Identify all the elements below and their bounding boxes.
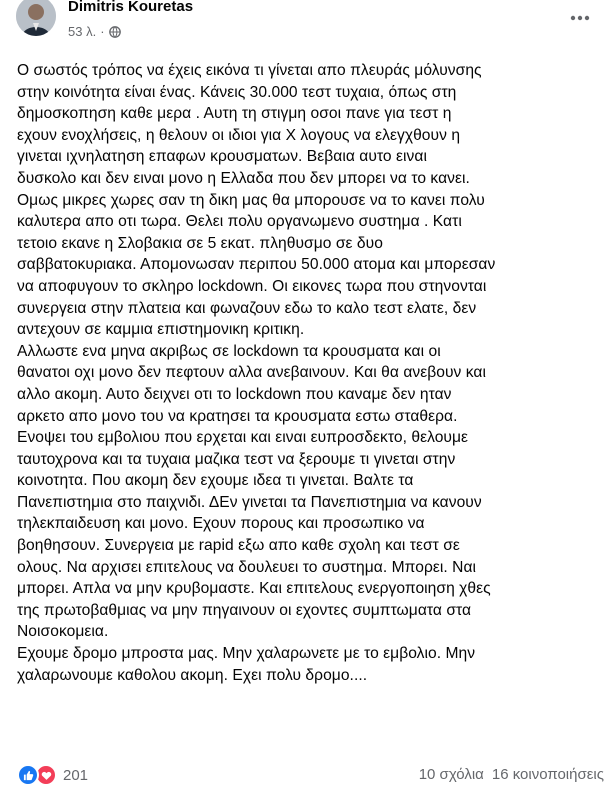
post-line: στην κοινότητα είναι ένας. Κάνεις 30.000 τεστ τυχαια, όπως στη (17, 83, 457, 101)
author-avatar[interactable] (16, 0, 56, 36)
post-footer (0, 766, 615, 798)
post-line: γινεται ιχνηλατηση επαφων κρουσματων. Βεβαια αυτο ειναι (17, 148, 427, 166)
comments-count[interactable]: 10 σχόλια (418, 766, 484, 783)
engagement-counts (419, 766, 604, 783)
author-name[interactable]: Dimitris Kouretas (68, 0, 194, 15)
post-line: εχουν ενοχλήσεις, η θελουν οι ιδιοι για Χ λογους να ελεγχθουν η (17, 126, 461, 144)
reactions-summary[interactable] (17, 764, 88, 786)
post-line: τηλεκπαιδευση και μονο. Εχουν πορους και προσωπικο να (17, 515, 425, 533)
post-line: δημοσκοπηση καθε μερα . Αυτη τη στιγμη οσοι πανε για τεστ η (17, 105, 452, 123)
post-line: μπορει. Απλα να μην κρυβομαστε. Και επιτελους ενεργοποιηση χθες (17, 580, 491, 598)
post-line: Εχουμε δρομο μπροστα μας. Μην χαλαρωνετε με το εμβολιο. Μην (17, 645, 476, 663)
post-line: της πρωτοβαθμιας να μην πηγαινουν οι εχοντες συμπτωματα στα (17, 601, 472, 619)
post-header (0, 0, 615, 48)
post-line: Ομως μικρες χωρες σαν τη δικη μας θα μπορουσε να το κανει πολυ (17, 191, 485, 209)
post-line: Νοισοκομεια. (17, 623, 109, 641)
post-line: αντεχουν σε καμμια επιστημονικη κριτικη. (17, 321, 305, 339)
more-options-icon[interactable] (568, 8, 592, 28)
post-line: βοηθησουν. Συνεργεια με rapid εξω απο καθε σχολη και τεστ σε (17, 537, 460, 555)
post-body (17, 60, 607, 686)
post-line: ολους. Να αρχισει επιτελους να δουλευει το συστημα. Μπορει. Ναι (17, 558, 477, 576)
post-line: συνεργεια στην πλατεια και φωναζουν εδω το καλο τεστ ελατε, δεν (17, 299, 477, 317)
post-line: καλυτερα απο οτι τωρα. Θελει πολυ οργανωμενο συστημα . Κατι (17, 213, 462, 231)
post-line: Ο σωστός τρόπος να έχεις εικόνα τι γίνεται απο πλευράς μόλυνσης (17, 62, 482, 79)
shares-count[interactable]: 16 κοινοποιήσεις (491, 766, 604, 783)
post-line: σαββατοκυριακα. Απομονωσαν περιπου 50.000 ατομα και μπορεσαν (17, 256, 496, 274)
post-line: τετοιο εκανε η Σλοβακια σε 5 εκατ. πληθυσμο σε δυο (17, 234, 383, 252)
reaction-count[interactable]: 201 (63, 766, 89, 784)
post-line: Ενοψει του εμβολιου που ερχεται και ειναι ευπροσδεκτο, θελουμε (17, 429, 469, 447)
post-line: χαλαρωνουμε καθολου ακομη. Εχει πολυ δρομο.... (17, 666, 368, 684)
post-line: ταυτοχρονα και τα τυχαια μαζικα τεστ να ξερουμε τι γινεται στην (17, 450, 456, 468)
post-line: θανατοι οχι μονο δεν πεφτουν αλλα ανεβαινουν. Και θα ανεβουν και (17, 364, 487, 382)
post-time[interactable]: 53 λ. (68, 24, 97, 39)
post-line: Πανεπιστημια στο παιχνιδι. ΔΕν γινεται τα Πανεπιστημια να κανουν (17, 493, 482, 511)
meta-separator: · (100, 24, 105, 39)
post-line: κοινοτητα. Που ακομη δεν εχουμε ιδεα τι γινεται. Βαλτε τα (17, 472, 414, 490)
post-line: αρκετο απο μονο του να κρατησει τα κρουσματα εστω σταθερα. (17, 407, 458, 425)
post-meta (68, 24, 121, 39)
post-line: Αλλωστε ενα μηνα ακριβως σε lockdown τα κρουσματα και οι (17, 342, 441, 360)
like-icon (17, 764, 39, 786)
post-line: να αποφυγουν το σκληρο lockdown. Οι εικονες τωρα που στηνονται (17, 277, 487, 295)
post-line: αλλο ακομη. Αυτο δειχνει οτι το lockdown που καναμε δεν ηταν (17, 385, 452, 403)
globe-icon (109, 26, 121, 38)
post-line: δυσκολο και δεν ειναι μονο η Ελλαδα που δεν μπορει να το κανει. (17, 169, 470, 187)
